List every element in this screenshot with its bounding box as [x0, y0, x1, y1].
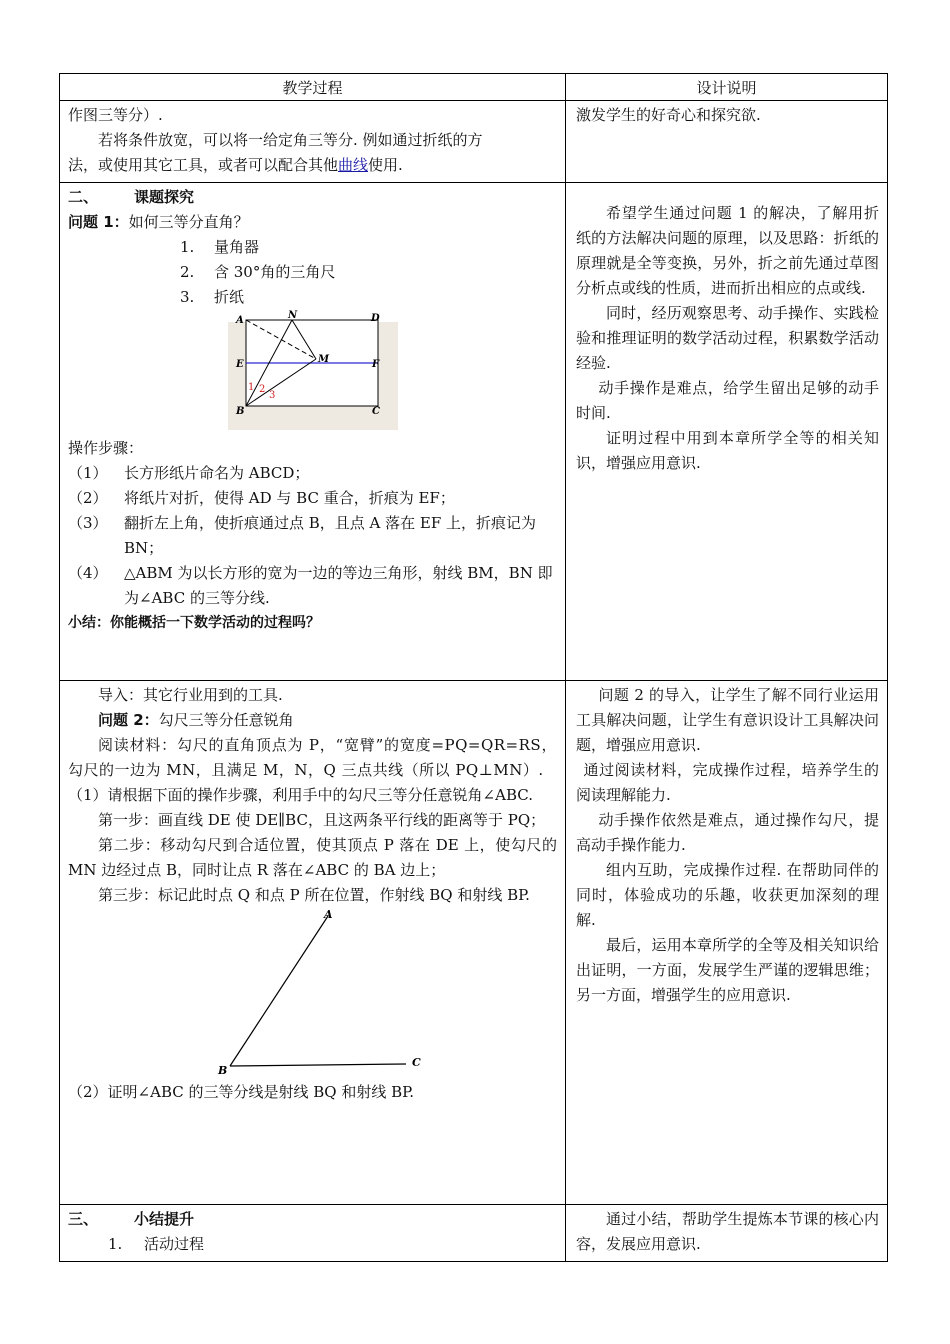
lesson-plan-page	[59, 73, 887, 1262]
intro-text: 法，或使用其它工具，或者可以配合其他	[68, 156, 339, 174]
step-text: 长方形纸片命名为 ABCD；	[124, 464, 310, 482]
intro-line-3	[68, 153, 557, 178]
row-exploration-left	[60, 183, 566, 681]
step-text: △ABM 为以长方形的宽为一边的等边三角形，射线 BM，BN 即为∠ABC 的三等分线.	[124, 564, 553, 607]
design-note-4: 证明过程中用到本章所学全等的相关知识，增强应用意识.	[576, 429, 879, 472]
label-m: M	[318, 354, 330, 365]
q2-note-2: 通过阅读材料，完成操作过程，培养学生的阅读理解能力.	[576, 761, 879, 804]
step-text: 将纸片对折，使得 AD 与 BC 重合，折痕为 EF；	[124, 489, 455, 507]
angle-label-c: C	[412, 1056, 421, 1069]
summary-note: 通过小结，帮助学生提炼本节课的核心内容，发展应用意识.	[576, 1210, 879, 1253]
lesson-table	[59, 73, 888, 1262]
question-1-label: 问题 1：	[68, 213, 129, 231]
tool-number: 2.	[180, 263, 195, 281]
label-n: N	[288, 310, 298, 321]
row-summary-left	[60, 1205, 566, 1262]
section-number: 二、	[68, 188, 99, 206]
paper-folding-figure	[220, 312, 400, 430]
section-title: 小结提升	[134, 1210, 195, 1228]
section-heading-2	[68, 185, 557, 210]
summary-item-text: 活动过程	[144, 1235, 205, 1253]
header-row	[60, 74, 888, 101]
row-exploration-right	[566, 183, 888, 681]
task-step-3: 第三步：标记此时点 Q 和点 P 所在位置，作射线 BQ 和射线 BP.	[98, 886, 530, 904]
question-2-text: 勾尺三等分任意锐角	[158, 711, 294, 729]
steps-title: 操作步骤：	[68, 439, 144, 457]
tool-item	[68, 235, 557, 260]
q2-note-4: 组内互助，完成操作过程. 在帮助同伴的同时，体验成功的乐趣，收获更加深刻的理解.	[576, 861, 879, 929]
row-intro-right	[566, 101, 888, 183]
step-number: （4）	[68, 564, 108, 582]
question-2	[68, 708, 557, 733]
label-f: F	[372, 359, 380, 370]
step-2	[68, 486, 557, 511]
tools-list	[68, 235, 557, 310]
row-intro	[60, 101, 888, 183]
row-question-2-right	[566, 681, 888, 1205]
step-3	[68, 511, 557, 561]
tool-text: 量角器	[214, 238, 260, 256]
section-title: 课题探究	[134, 188, 195, 206]
label-b: B	[236, 406, 245, 417]
angle-diagram	[208, 908, 421, 1080]
row-question-2	[60, 681, 888, 1205]
task-step-1: 第一步：画直线 DE 使 DE∥BC，且这两条平行线的距离等于 PQ；	[98, 811, 546, 829]
label-a: A	[236, 315, 244, 326]
curve-link[interactable]: 曲线	[338, 156, 369, 174]
row-exploration	[60, 183, 888, 681]
step-number: （1）	[68, 464, 108, 482]
section-heading-3	[68, 1207, 557, 1232]
label-d: D	[371, 313, 380, 324]
header-teaching-process: 教学过程	[60, 74, 566, 101]
row-intro-left	[60, 101, 566, 183]
angle-label-2: 2	[259, 384, 266, 395]
tool-text: 含 30°角的三角尺	[214, 263, 336, 281]
step-1	[68, 461, 557, 486]
intro-line-2: 若将条件放宽，可以将一给定角三等分. 例如通过折纸的方	[98, 131, 483, 149]
tool-number: 3.	[180, 288, 195, 306]
intro-line-1: 作图三等分）.	[68, 106, 163, 124]
q2-note-3: 动手操作依然是难点，通过操作勾尺，提高动手操作能力.	[576, 811, 879, 854]
task-1: （1）请根据下面的操作步骤，利用手中的勾尺三等分任意锐角∠ABC.	[68, 786, 533, 804]
step-number: （2）	[68, 489, 108, 507]
ray-bc	[230, 1064, 406, 1066]
angle-label-b: B	[218, 1064, 228, 1077]
step-text: 翻折左上角，使折痕通过点 B，且点 A 落在 EF 上，折痕记为 BN；	[124, 514, 537, 557]
question-1	[68, 210, 557, 235]
question-2-label: 问题 2：	[98, 711, 159, 729]
angle-abc-figure	[208, 908, 421, 1080]
section-number: 三、	[68, 1210, 99, 1228]
question-1-text: 如何三等分直角？	[128, 213, 249, 231]
q2-note-1: 问题 2 的导入，让学生了解不同行业运用工具解决问题，让学生有意识设计工具解决问题，增强应用意识.	[576, 686, 879, 754]
step-4	[68, 561, 557, 611]
step-number: （3）	[68, 514, 108, 532]
task-step-2: 第二步：移动勾尺到合适位置，使其顶点 P 落在 DE 上，使勾尺的 MN 边经过点 B，同时让点 R 落在∠ABC 的 BA 边上；	[68, 836, 557, 879]
angle-label-1: 1	[248, 382, 255, 393]
row-summary-right	[566, 1205, 888, 1262]
angle-label-a: A	[324, 908, 333, 921]
row-question-2-left	[60, 681, 566, 1205]
label-c: C	[372, 406, 380, 417]
ray-ba	[230, 916, 328, 1066]
summary-item	[68, 1232, 557, 1257]
label-e: E	[236, 359, 244, 370]
design-note-1: 希望学生通过问题 1 的解决，了解用折纸的方法解决问题的原理，以及思路：折纸的原理就是全等变换，另外，折之前先通过草图分析点或线的性质，进而折出相应的点或线.	[576, 204, 879, 297]
reading-material: 阅读材料：勾尺的直角顶点为 P，“宽臂”的宽度=PQ=QR=RS，勾尺的一边为 MN，且满足 M，N，Q 三点共线（所以 PQ⊥MN）.	[68, 736, 557, 779]
q2-intro: 导入：其它行业用到的工具.	[98, 686, 283, 704]
intro-note: 激发学生的好奇心和探究欲.	[576, 106, 761, 124]
intro-tail: 使用.	[368, 156, 403, 174]
tool-text: 折纸	[214, 288, 245, 306]
design-note-2: 同时，经历观察思考、动手操作、实践检验和推理证明的数学活动过程，积累数学活动经验.	[576, 304, 879, 372]
activity-summary: 小结：你能概括一下数学活动的过程吗？	[68, 615, 320, 631]
tool-item	[68, 260, 557, 285]
q2-note-5: 最后，运用本章所学的全等及相关知识给出证明，一方面，发展学生严谨的逻辑思维；另一方面，增强学生的应用意识.	[576, 936, 879, 1004]
header-design-notes: 设计说明	[566, 74, 888, 101]
summary-item-number: 1.	[108, 1235, 123, 1253]
design-note-3: 动手操作是难点，给学生留出足够的动手时间.	[576, 379, 879, 422]
folding-diagram	[220, 312, 400, 430]
row-summary	[60, 1205, 888, 1262]
tool-item	[68, 285, 557, 310]
task-2: （2）证明∠ABC 的三等分线是射线 BQ 和射线 BP.	[68, 1083, 414, 1101]
angle-label-3: 3	[269, 390, 276, 401]
tool-number: 1.	[180, 238, 195, 256]
